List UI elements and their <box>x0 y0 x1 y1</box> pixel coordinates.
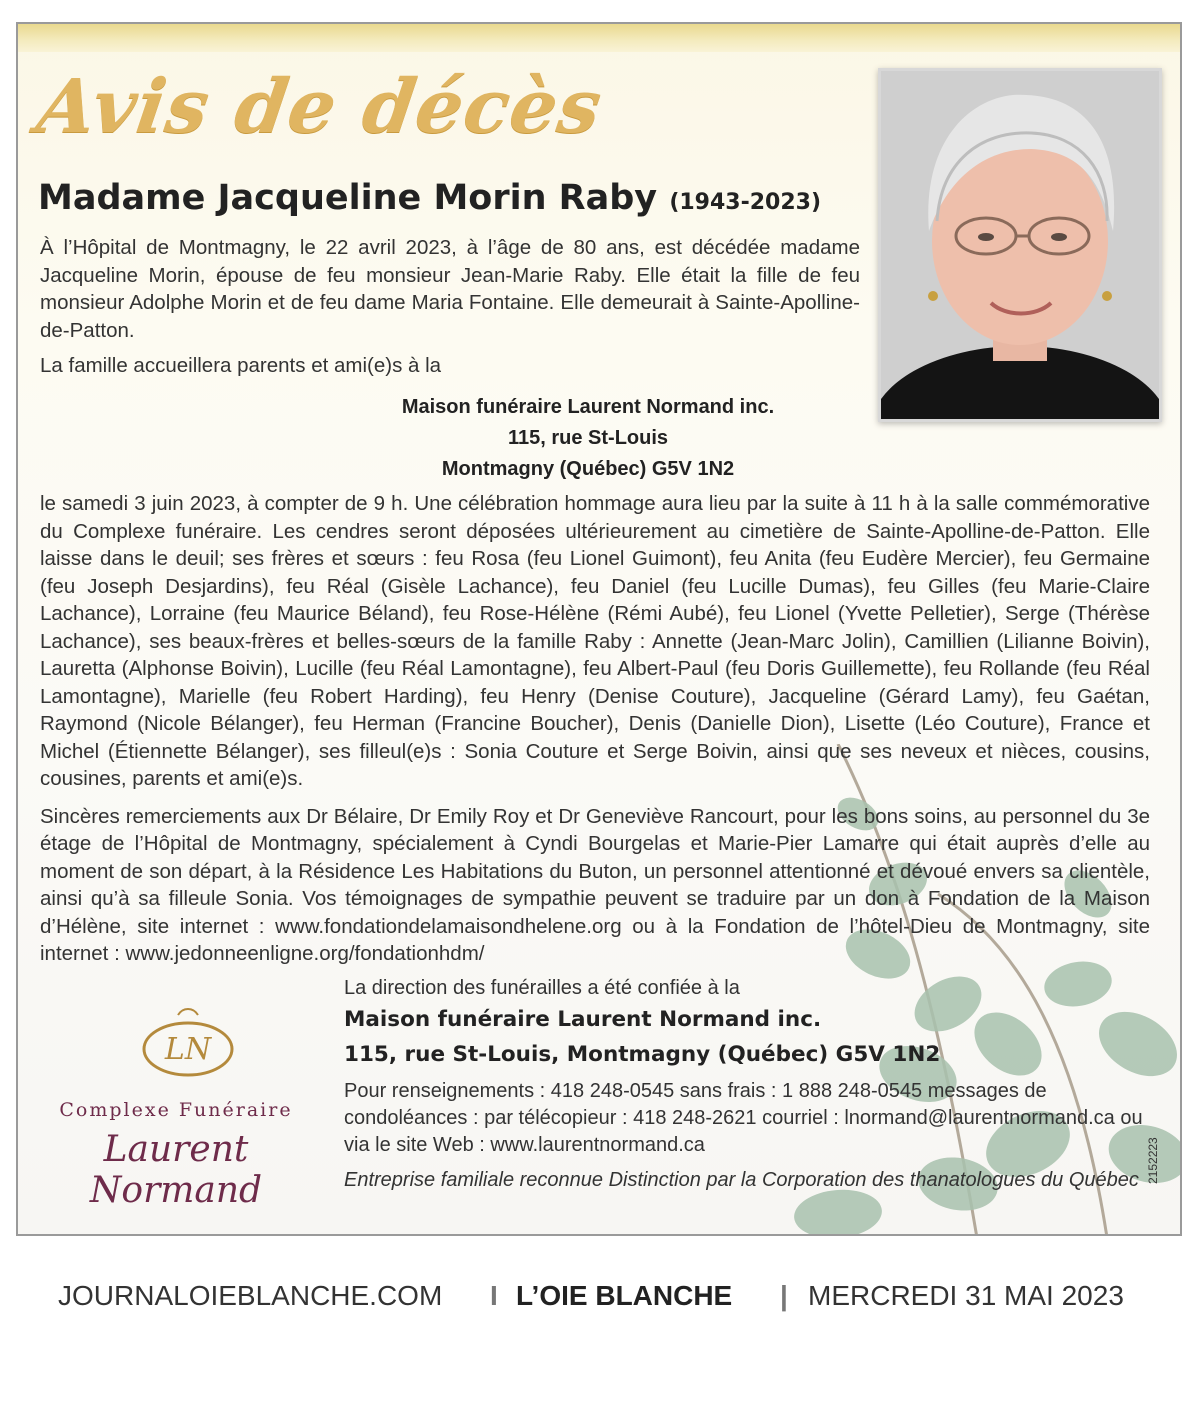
paragraph-death: À l’Hôpital de Montmagny, le 22 avril 2023, à l’âge de 80 ans, est décédée madame Jacqueline Morin, épouse de feu monsieur Jean-Marie Raby. Elle était la fille de feu monsieur Adolphe Morin et de feu dame Maria Fontaine. Elle demeurait à Sainte-Apolline-de-Patton. <box>40 236 860 342</box>
ad-id-number: 2152223 <box>1146 1137 1160 1184</box>
paragraph-thanks: Sincères remerciements aux Dr Bélaire, Dr Emily Roy et Dr Geneviève Rancourt, pour les bons soins, au personnel du 3e étage de l’Hôpital de Montmagny, spécialement à Cyndi Bourgelas et Marie-Pier Lamarre qui était auprès d’elle au moment de son départ, à la Résidence Les Habitations du Buton, un personnel attentionné et dévoué envers sa clientèle, ainsi qu’à sa filleule Sonia. Vos témoignages de sympathie peuvent se traduire par un don à Fondation de la Maison d’Hélène, site internet : www.fondationdelamaisondhelene.org ou à la Fondation de l’hôtel-Dieu de Montmagny, site internet : www.jedonneenligne.org/fondationhdm/ <box>40 804 1150 965</box>
ln-monogram-icon <box>138 1007 238 1077</box>
deceased-years: (1943-2023) <box>669 190 822 215</box>
footer-date: MERCREDI 31 MAI 2023 <box>808 1280 1124 1311</box>
direction-name: Maison funéraire Laurent Normand inc. <box>344 1007 822 1032</box>
footer-website: JOURNALOIEBLANCHE.COM <box>58 1280 443 1311</box>
logo-line-2: Laurent Normand <box>89 1129 263 1211</box>
visitation-address <box>348 392 828 485</box>
portrait-photo <box>878 68 1162 422</box>
deceased-name <box>38 178 821 218</box>
direction-contact-info: Pour renseignements : 418 248-0545 sans frais : 1 888 248-0545 messages de condoléances : par télécopieur : 418 248-2621 courriel : lnormand@laurentnormand.ca ou via le site Web : www.laurentnormand.ca <box>344 1080 1143 1156</box>
footer-separator-1: I <box>490 1280 498 1311</box>
death-announcement <box>40 234 860 380</box>
top-decorative-band <box>18 24 1180 52</box>
visitation-line-3: Montmagny (Québec) G5V 1N2 <box>441 458 735 480</box>
direction-intro: La direction des funérailles a été confiée à la <box>344 977 740 999</box>
notice-title: Avis de décès <box>31 64 608 150</box>
funeral-direction <box>344 974 1144 1194</box>
footer-separator-2: | <box>780 1280 788 1311</box>
footer-paper-name: L’OIE BLANCHE <box>516 1280 733 1311</box>
funeral-home-logo <box>26 999 326 1211</box>
page-footer <box>0 1280 1200 1320</box>
paragraph-ceremony-family: le samedi 3 juin 2023, à compter de 9 h. Une célébration hommage aura lieu par la suite à 11 h à la salle commémorative du Complexe funéraire. Les cendres seront déposées ultérieurement au cimetière de Sainte-Apolline-de-Patton. Elle laisse dans le deuil; ses frères et sœurs : feu Rosa (feu Lionel Guimont), feu Anita (feu Eudère Mercier), feu Germaine (feu Joseph Desjardins), feu Réal (Gisèle Lachance), feu Daniel (feu Lucille Dumas), feu Gilles (feu Marie-Claire Lachance), Lorraine (feu Maurice Béland), feu Rose-Hélène (Rémi Aubé), feu Lionel (Yvette Pelletier), Serge (Thérèse Lachance), ses beaux-frères et belles-sœurs de la famille Raby : Annette (Jean-Marc Jolin), Camillien (Lilianne Boivin), Lauretta (Alphonse Boivin), Lucille (feu Réal Lamontagne), feu Albert-Paul (feu Doris Guillemette), feu Rollande (feu Réal Lamontagne), Marielle (feu Robert Harding), feu Henry (Denise Couture), Jacqueline (Gérard Lamy), feu Gaétan, Raymond (Nicole Bélanger), feu Herman (Francine Boucher), Denis (Danielle Dion), Lisette (Léo Couture), France et Michel (Étiennette Bélanger), ses filleul(e)s : Sonia Couture et Serge Boivin, ainsi que ses neveux et nièces, cousins, cousines, parents et ami(e)s. <box>40 492 1150 790</box>
visitation-line-2: 115, rue St-Louis <box>507 427 669 449</box>
direction-address: 115, rue St-Louis, Montmagny (Québec) G5V 1N2 <box>344 1042 941 1067</box>
deceased-full-name: Madame Jacqueline Morin Raby <box>38 178 658 218</box>
visitation-line-1: Maison funéraire Laurent Normand inc. <box>401 396 775 418</box>
monogram-text: LN <box>164 1032 212 1067</box>
paragraph-visitation-intro: La famille accueillera parents et ami(e)s à la <box>40 354 442 377</box>
logo-line-1: Complexe Funéraire <box>59 1099 293 1121</box>
direction-tagline: Entreprise familiale reconnue Distinction par la Corporation des thanatologues du Québec <box>344 1169 1139 1191</box>
family-and-thanks <box>40 490 1150 968</box>
obituary-notice <box>16 22 1182 1236</box>
